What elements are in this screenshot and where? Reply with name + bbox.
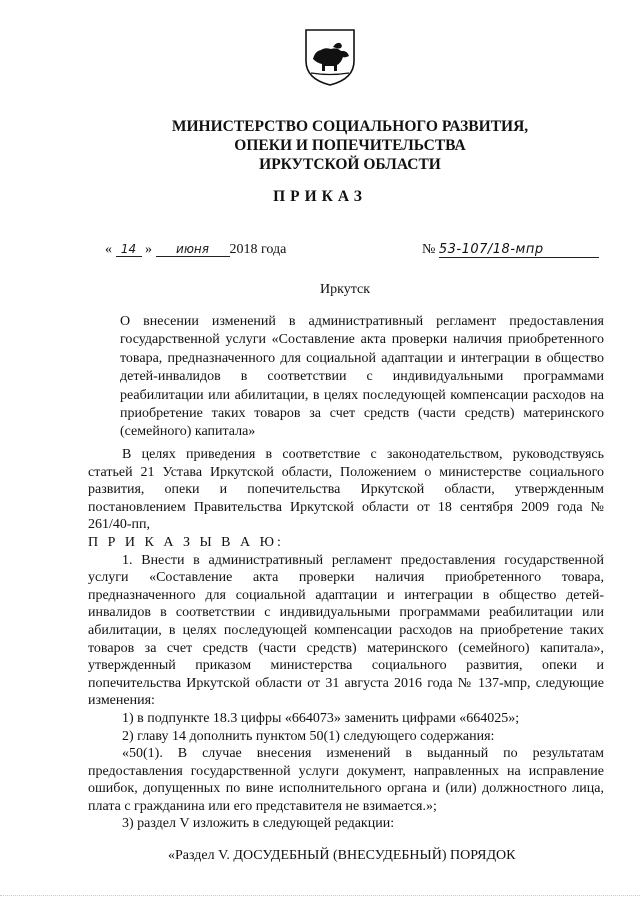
page-bottom-rule bbox=[0, 895, 640, 896]
subitem-1: 1) в подпункте 18.3 цифры «664073» заменить цифрами «664025»; bbox=[122, 710, 520, 726]
preamble-paragraph: В целях приведения в соответствие с законодательством, руководствуясь статьей 21 Устава Иркутской области, Положением о министерстве социального развития, опеки и попечительства Иркутской области, утвержденным постановлением Правительства Иркутской области от 18 сентября 2009 года № 261/40-пп, bbox=[88, 447, 604, 533]
date-open-quote: « bbox=[105, 242, 112, 257]
order-date bbox=[105, 242, 286, 258]
order-number bbox=[422, 242, 599, 258]
ministry-line: МИНИСТЕРСТВО СОЦИАЛЬНОГО РАЗВИТИЯ, bbox=[171, 118, 529, 135]
date-month-handwritten: июня bbox=[156, 242, 230, 257]
order-body bbox=[88, 446, 604, 833]
issue-city: Иркутск bbox=[319, 282, 371, 297]
order-subject: О внесении изменений в административный регламент предоставления государственной услуги «Составление акта проверки наличия приобретенного товара, предназначенного для социальной адаптации и интеграции в общество детей-инвалидов в соответствии с индивидуальными программами реабилитации или абилитации, в целях последующей компенсации расходов на приобретение таких товаров за счет средств (части средств) материнского (семейного) капитала» bbox=[120, 314, 604, 440]
subitem-3: 3) раздел V изложить в следующей редакции: bbox=[122, 816, 395, 832]
ministry-name bbox=[150, 117, 550, 174]
coat-of-arms-emblem bbox=[303, 27, 357, 87]
subitem-2: 2) главу 14 дополнить пунктом 50(1) следующего содержания: bbox=[122, 728, 495, 744]
date-year: 2018 года bbox=[229, 242, 287, 257]
number-sign: № bbox=[422, 242, 436, 257]
order-directive: П Р И К А З Ы В А Ю: bbox=[88, 534, 284, 550]
order-number-handwritten: 53-107/18-мпр bbox=[439, 242, 599, 258]
date-close-quote: » bbox=[145, 242, 152, 257]
clause-50-1-quote: «50(1). В случае внесения изменений в выданный по результатам предоставления государственной услуги документ, направленных на исправление ошибок, допущенных по вине исполнительного органа и (или) должностного лица, плата с гражданина или его представителя не взимается.»; bbox=[88, 746, 604, 814]
ministry-line: ОПЕКИ И ПОПЕЧИТЕЛЬСТВА bbox=[234, 137, 466, 154]
ministry-line: ИРКУТСКОЙ ОБЛАСТИ bbox=[259, 156, 441, 173]
item-1-paragraph: 1. Внести в административный регламент предоставления государственной услуги «Составление акта проверки наличия приобретенного товара, предназначенного для социальной адаптации и интеграции в общество детей-инвалидов в соответствии с индивидуальными программами реабилитации или абилитации, в целях последующей компенсации расходов на приобретение таких товаров за счет средств (части средств) материнского (семейного) капитала», утвержденный приказом министерства социального развития, опеки и попечительства Иркутской области от 31 августа 2016 года № 137-мпр, следующие изменения: bbox=[88, 552, 604, 709]
date-day-handwritten: 14 bbox=[116, 242, 142, 257]
document-type-title: ПРИКАЗ bbox=[273, 188, 367, 205]
section-v-heading: «Раздел V. ДОСУДЕБНЫЙ (ВНЕСУДЕБНЫЙ) ПОРЯДОК bbox=[168, 848, 516, 863]
